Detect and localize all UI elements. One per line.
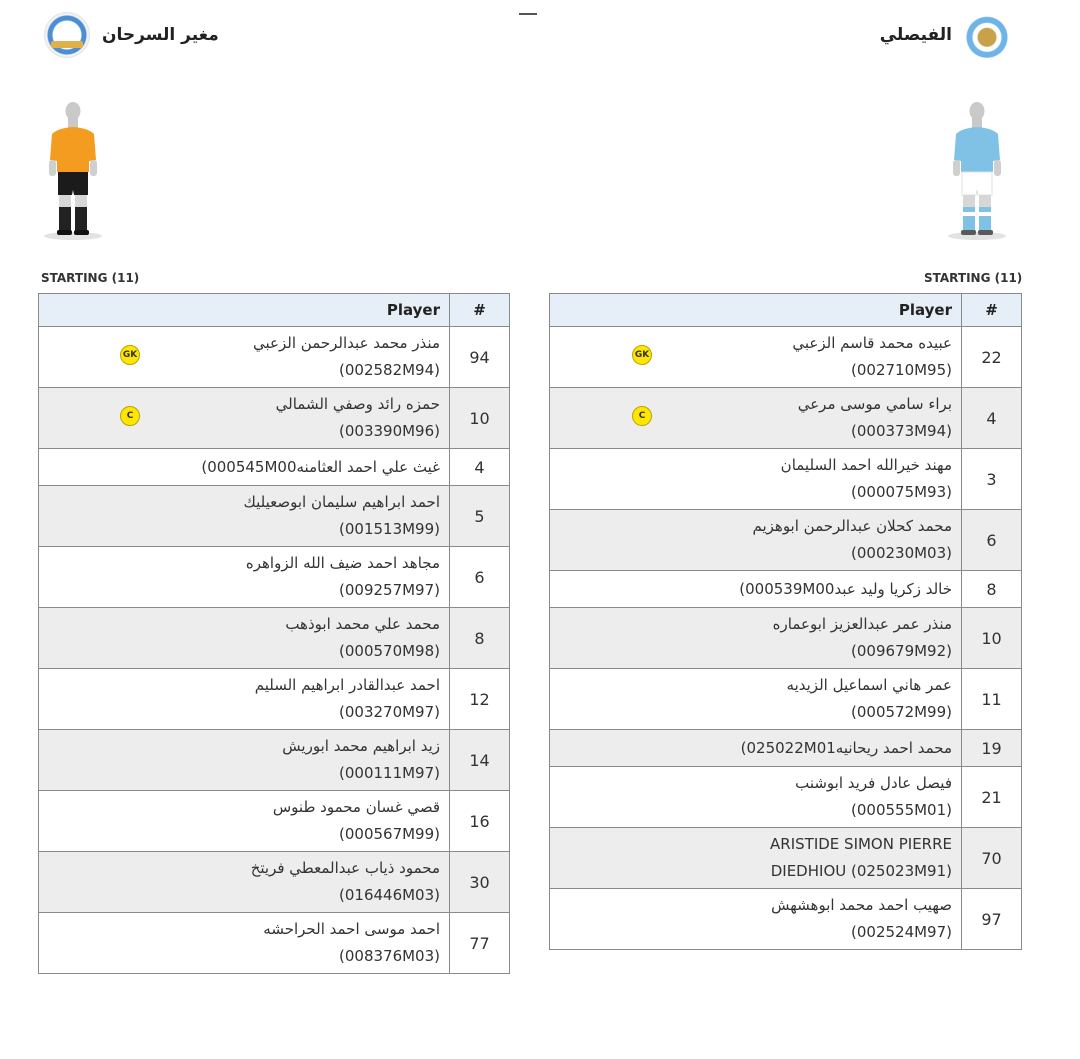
player-name: احمد ابراهيم سليمان ابوصعيليك [243,493,440,511]
table-row [39,388,510,449]
player-name: عمر هاني اسماعيل الزيديه [786,676,952,694]
table-row [550,327,1022,388]
player-id: (000555M01) [851,801,952,819]
player-id: (000230M03) [851,544,952,562]
player-name: محمود ذياب عبدالمعطي فريتخ [250,859,440,877]
player-id: (025022M01 [740,738,836,757]
goalkeeper-badge-icon: GK [120,345,140,365]
player-cell [39,388,450,449]
player-cell [39,669,450,730]
captain-badge-icon: C [120,406,140,426]
player-name: محمد علي محمد ابوذهب [285,615,440,633]
kit-sock-left-a [59,207,71,231]
player-id: (000373M94) [851,422,952,440]
player-name: فيصل عادل فريد ابوشنب [795,774,952,792]
player-id: DIEDHIOU (025023M91) [770,862,952,880]
player-id: (003270M97) [339,703,440,721]
team-name-left: مغير السرحان [102,25,219,45]
player-number: 19 [962,730,1022,767]
table-row [39,547,510,608]
player-name: براء سامي موسى مرعي [797,395,952,413]
player-name: قصي غسان محمود طنوس [272,798,440,816]
table-row [39,852,510,913]
player-number: 94 [450,327,510,388]
player-id: (016446M03) [339,886,440,904]
player-id: (002582M94) [339,361,440,379]
player-number: 10 [962,608,1022,669]
team-header-left [44,12,219,58]
table-row [39,327,510,388]
goalkeeper-badge-icon: GK [632,345,652,365]
player-name: مهند خيرالله احمد السليمان [780,456,952,474]
kit-sock-left-b [75,207,87,231]
player-number: 10 [450,388,510,449]
table-row [550,388,1022,449]
table-row [550,828,1022,889]
lineup-table-left [38,293,510,974]
table-header-row [550,294,1022,327]
table-row [550,608,1022,669]
player-cell [39,449,450,486]
player-id: (002524M97) [851,923,952,941]
kit-shirt-left [50,127,96,172]
table-row [39,449,510,486]
player-name-line [556,735,952,762]
player-name: غيث علي احمد العثامنه [296,457,440,476]
player-cell [550,730,962,767]
player-number: 16 [450,791,510,852]
player-name: منذر عمر عبدالعزيز ابوعماره [772,615,952,633]
player-name: منذر محمد عبدالرحمن الزعبي [253,334,440,352]
player-number: 8 [962,571,1022,608]
player-name-line [556,576,952,603]
table-row [39,669,510,730]
player-id: (002710M95) [851,361,952,379]
player-number: 70 [962,828,1022,889]
player-cell [39,791,450,852]
player-number: 6 [962,510,1022,571]
player-id: (003390M96) [339,422,440,440]
player-cell [550,608,962,669]
player-id: (000075M93) [851,483,952,501]
team-header-right [880,12,1010,58]
table-row [550,669,1022,730]
player-cell [550,889,962,950]
player-number: 14 [450,730,510,791]
player-number: 4 [450,449,510,486]
player-number: 30 [450,852,510,913]
team-name-right: الفيصلي [879,25,952,45]
player-cell [39,852,450,913]
player-cell [550,449,962,510]
player-cell [550,767,962,828]
player-cell [550,388,962,449]
player-number: 6 [450,547,510,608]
player-number: 12 [450,669,510,730]
player-cell [39,730,450,791]
table-row [39,913,510,974]
player-number: 8 [450,608,510,669]
player-cell [39,913,450,974]
team-logo-right [964,12,1010,58]
player-cell [39,486,450,547]
lineup-table-right [549,293,1022,950]
player-number: 22 [962,327,1022,388]
player-name: احمد عبدالقادر ابراهيم السليم [254,676,440,694]
player-name: ARISTIDE SIMON PIERRE [770,835,952,853]
player-id: (009679M92) [851,642,952,660]
player-name: صهيب احمد محمد ابوهشهش [771,896,952,914]
kit-sock-right-a [963,207,975,231]
player-number: 4 [962,388,1022,449]
player-cell [550,828,962,889]
player-name-line [45,454,440,481]
table-row [39,486,510,547]
player-cell [550,510,962,571]
table-header-row [39,294,510,327]
player-name: محمد كحلان عبدالرحمن ابوهزيم [752,517,952,535]
player-cell [550,327,962,388]
player-id: (000572M99) [851,703,952,721]
player-cell [550,571,962,608]
kit-icon-right [942,98,1012,243]
table-row [550,510,1022,571]
table-row [550,767,1022,828]
kit-shirt-right [954,127,1000,172]
table-row [550,571,1022,608]
column-header-number: # [450,294,510,327]
minimize-dash [519,13,537,15]
player-id: (000570M98) [339,642,440,660]
player-id: (009257M97) [339,581,440,599]
player-id: (000539M00 [739,579,835,598]
column-header-player: Player [550,294,962,327]
player-name: مجاهد احمد ضيف الله الزواهره [245,554,440,572]
player-name: خالد زكريا وليد عبد [834,579,952,598]
player-name: حمزه رائد وصفي الشمالي [275,395,440,413]
player-cell [39,327,450,388]
player-name: احمد موسى احمد الحراحشه [263,920,440,938]
player-number: 3 [962,449,1022,510]
player-number: 77 [450,913,510,974]
table-row [39,608,510,669]
captain-badge-icon: C [632,406,652,426]
player-cell [550,669,962,730]
starting-label-left: STARTING (11) [41,271,140,285]
column-header-player: Player [39,294,450,327]
player-id: (000111M97) [339,764,440,782]
kit-sock-right-b [979,207,991,231]
starting-label-right: STARTING (11) [924,271,1023,285]
player-id: (001513M99) [339,520,440,538]
kit-shorts-right [962,172,992,195]
team-logo-left [44,12,90,58]
table-row [39,791,510,852]
table-row [39,730,510,791]
player-cell [39,547,450,608]
table-row [550,889,1022,950]
table-row [550,730,1022,767]
player-name: محمد احمد ريحانيه [835,738,952,757]
player-id: (008376M03) [339,947,440,965]
player-name: زيد ابراهيم محمد ابوريش [282,737,440,755]
player-id: (000567M99) [339,825,440,843]
player-name: عبيده محمد قاسم الزعبي [792,334,952,352]
player-id: (000545M00 [201,457,297,476]
column-header-number: # [962,294,1022,327]
player-number: 11 [962,669,1022,730]
player-number: 21 [962,767,1022,828]
player-number: 5 [450,486,510,547]
kit-shorts-left [58,172,88,195]
player-number: 97 [962,889,1022,950]
table-row [550,449,1022,510]
player-cell [39,608,450,669]
kit-icon-left [38,98,108,243]
